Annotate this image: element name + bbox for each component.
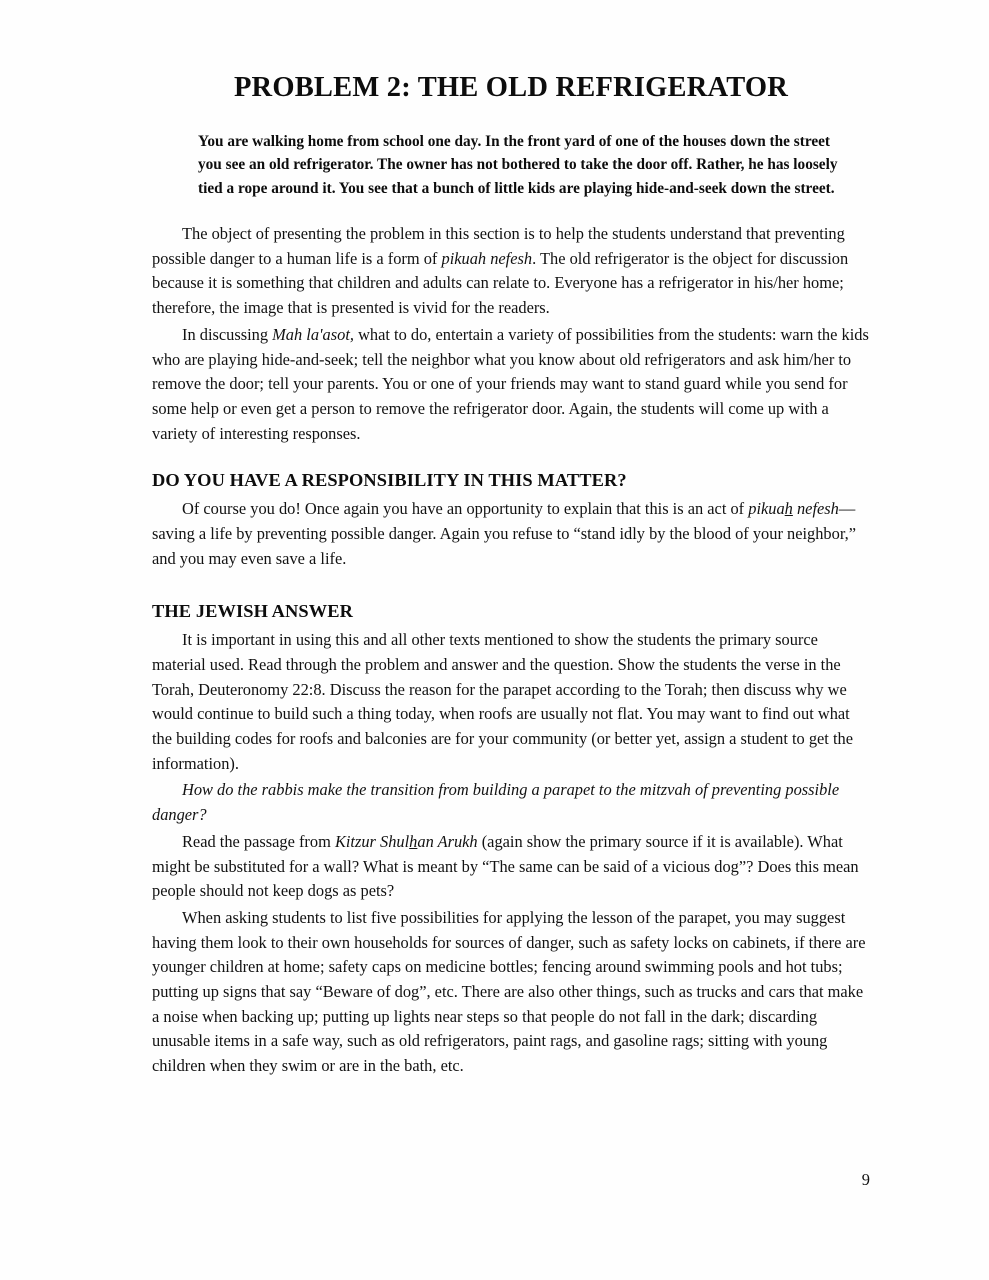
italic-part: pikua (748, 499, 785, 519)
italic-term-pikuah-nefesh-2 (748, 499, 839, 518)
page-title: PROBLEM 2: THE OLD REFRIGERATOR (233, 72, 789, 103)
paragraph-text-part: —saving a life by preventing possible danger. Again you refuse to “stand idly by the blood of your neighbor,” and you may even save a life. (152, 499, 856, 568)
paragraph-five-possibilities: When asking students to list five possibilities for applying the lesson of the parapet, you may suggest having them look to their own households for sources of danger, such as safety locks on cabinets, if there are younger children at home; safety caps on medicine bottles; fencing around swimming pools and hot tubs; putting up signs that say “Beware of dog”, etc. There are also other things, such as trucks and cars that make a noise when backing up; putting up lights near steps so that people do not fall in the dark; discarding unusable items in a safe way, such as old refrigerators, paint rags, and gasoline rags; sitting with young children when they swim or are in the bath, etc. (152, 907, 866, 1076)
paragraph-text-part: what to do, entertain a variety of possibilities from the students: warn the kids who are playing hide-and-seek; tell the neighbor what you know about old refrigerators and ask him/her to remove the door; tell your parents. You or one of your friends may want to stand guard while you send for some help or even get a person to remove the refrigerator door. Again, the students will come up with a variety of interesting responses. (152, 324, 869, 443)
underlined-letter: h (409, 831, 418, 851)
italic-part: an Arukh (417, 831, 478, 851)
italic-part: Kitzur Shul (334, 831, 410, 851)
paragraph-object-of-problem (152, 222, 870, 321)
section-heading-jewish-answer: THE JEWISH ANSWER (152, 601, 353, 622)
paragraph-text-part: In discussing (182, 324, 273, 344)
italic-term-pikuah-nefesh: pikuah nefesh (441, 248, 533, 268)
section-heading-responsibility: DO YOU HAVE A RESPONSIBILITY IN THIS MATTER? (152, 470, 627, 491)
paragraph-rabbis-question: How do the rabbis make the transition from building a parapet to the mitzvah of preventing possible danger? (152, 780, 840, 825)
italic-title-kitzur-shulhan-arukh (335, 832, 478, 851)
paragraph-kitzur-shulhan-arukh (152, 830, 870, 904)
page-number: 9 (861, 1170, 870, 1189)
italic-term-mah-laasot: Mah la'asot, (272, 324, 354, 344)
paragraph-text-part: Read the passage from (182, 831, 335, 851)
paragraph-mah-laasot (152, 323, 870, 446)
italic-part: nefesh (792, 499, 839, 519)
scenario-paragraph: You are walking home from school one day. In the front yard of one of the houses down the street you see an old refrigerator. The owner has not bothered to take the door off. Rather, he has loosely tied a rope around it. You see that a bunch of little kids are playing hide-and-seek down the street. (198, 132, 838, 197)
page-content (152, 72, 870, 1081)
paragraph-text-part: Of course you do! Once again you have an opportunity to explain that this is an act of (182, 499, 749, 519)
paragraph-text-part: The object of presenting the problem in this section is to help the students understand that preventing possible danger to a human life is a form of (152, 224, 845, 268)
paragraph-primary-sources: It is important in using this and all other texts mentioned to show the students the primary source material used. Read through the problem and answer and the question. Show the students the verse in the Torah, Deuteronomy 22:8. Discuss the reason for the parapet according to the Torah; then discuss why we would continue to build such a thing today, when roofs are usually not flat. You may want to find out what the building codes for roofs and balconies are for your community (or better yet, assign a student to get the information). (152, 630, 853, 773)
paragraph-responsibility-answer (152, 497, 870, 571)
paragraph-text-part: (again show the primary source if it is available). What might be substituted for a wall? What is meant by “The same can be said of a vicious dog”? Does this mean people should not keep dogs as pets? (152, 831, 859, 901)
underlined-letter: h (784, 499, 793, 519)
paragraph-text-part: . The old refrigerator is the object for discussion because it is something that children and adults can relate to. Everyone has a refrigerator in his/her home; therefore, the image that is presented is vivid for the readers. (152, 248, 849, 318)
